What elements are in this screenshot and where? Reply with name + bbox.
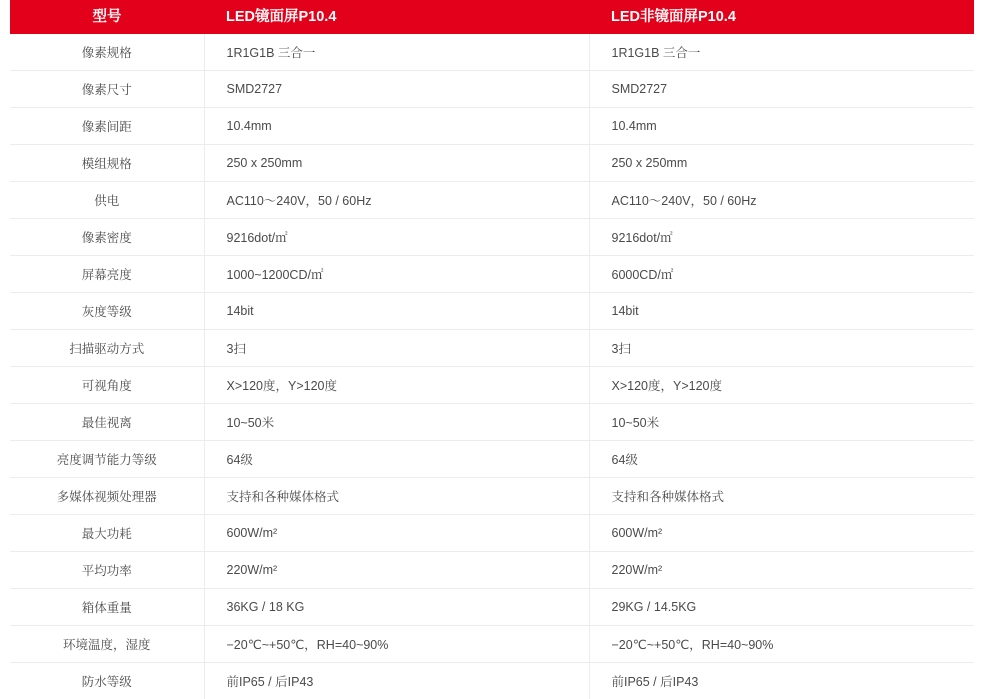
spec-value-non-mirror: 220W/m² <box>589 552 974 589</box>
table-row <box>10 367 974 404</box>
spec-value-non-mirror: 10.4mm <box>589 108 974 145</box>
column-header-non-mirror-screen: LED非镜面屏P10.4 <box>589 0 974 34</box>
spec-label: 亮度调节能力等级 <box>10 441 204 478</box>
spec-value-mirror: SMD2727 <box>204 71 589 108</box>
table-row <box>10 552 974 589</box>
spec-value-non-mirror: 14bit <box>589 293 974 330</box>
spec-value-mirror: 64级 <box>204 441 589 478</box>
table-header-row <box>10 0 974 34</box>
table-row <box>10 182 974 219</box>
spec-value-non-mirror: X>120度，Y>120度 <box>589 367 974 404</box>
spec-label: 灰度等级 <box>10 293 204 330</box>
table-row <box>10 626 974 663</box>
table-row <box>10 515 974 552</box>
table-row <box>10 478 974 515</box>
table-header <box>10 0 974 34</box>
spec-label: 可视角度 <box>10 367 204 404</box>
spec-value-mirror: X>120度，Y>120度 <box>204 367 589 404</box>
spec-label: 扫描驱动方式 <box>10 330 204 367</box>
spec-value-mirror: AC110～240V，50 / 60Hz <box>204 182 589 219</box>
spec-value-mirror: 前IP65 / 后IP43 <box>204 663 589 699</box>
spec-value-non-mirror: 支持和各种媒体格式 <box>589 478 974 515</box>
spec-label: 最大功耗 <box>10 515 204 552</box>
spec-label: 像素间距 <box>10 108 204 145</box>
spec-value-mirror: 1R1G1B 三合一 <box>204 34 589 71</box>
spec-value-non-mirror: 600W/m² <box>589 515 974 552</box>
column-header-model: 型号 <box>10 0 204 34</box>
spec-label: 像素尺寸 <box>10 71 204 108</box>
spec-value-non-mirror: 250 x 250mm <box>589 145 974 182</box>
table-row <box>10 404 974 441</box>
spec-label: 多媒体视频处理器 <box>10 478 204 515</box>
spec-value-mirror: 250 x 250mm <box>204 145 589 182</box>
spec-label: 箱体重量 <box>10 589 204 626</box>
spec-label: 像素密度 <box>10 219 204 256</box>
spec-value-mirror: 36KG / 18 KG <box>204 589 589 626</box>
table-row <box>10 256 974 293</box>
spec-label: 屏幕亮度 <box>10 256 204 293</box>
table-row <box>10 219 974 256</box>
spec-value-mirror: 600W/m² <box>204 515 589 552</box>
spec-label: 供电 <box>10 182 204 219</box>
spec-value-mirror: 支持和各种媒体格式 <box>204 478 589 515</box>
spec-label: 像素规格 <box>10 34 204 71</box>
spec-value-non-mirror: 9216dot/㎡ <box>589 219 974 256</box>
spec-label: 模组规格 <box>10 145 204 182</box>
spec-value-non-mirror: AC110～240V，50 / 60Hz <box>589 182 974 219</box>
spec-value-mirror: 9216dot/㎡ <box>204 219 589 256</box>
spec-value-non-mirror: 6000CD/㎡ <box>589 256 974 293</box>
spec-value-non-mirror: 3扫 <box>589 330 974 367</box>
spec-label: 平均功率 <box>10 552 204 589</box>
spec-value-non-mirror: 前IP65 / 后IP43 <box>589 663 974 699</box>
spec-value-non-mirror: 29KG / 14.5KG <box>589 589 974 626</box>
table-row <box>10 330 974 367</box>
specifications-table <box>10 0 974 699</box>
table-row <box>10 663 974 699</box>
spec-value-mirror: 3扫 <box>204 330 589 367</box>
table-row <box>10 34 974 71</box>
spec-value-mirror: 1000~1200CD/㎡ <box>204 256 589 293</box>
spec-value-non-mirror: −20℃~+50℃，RH=40~90% <box>589 626 974 663</box>
spec-label: 环境温度，湿度 <box>10 626 204 663</box>
spec-value-mirror: 10~50米 <box>204 404 589 441</box>
table-row <box>10 293 974 330</box>
column-header-mirror-screen: LED镜面屏P10.4 <box>204 0 589 34</box>
spec-value-mirror: 14bit <box>204 293 589 330</box>
table-body <box>10 34 974 699</box>
table-row <box>10 589 974 626</box>
table-row <box>10 108 974 145</box>
spec-value-non-mirror: 1R1G1B 三合一 <box>589 34 974 71</box>
table-row <box>10 145 974 182</box>
spec-value-mirror: 220W/m² <box>204 552 589 589</box>
spec-value-mirror: 10.4mm <box>204 108 589 145</box>
spec-value-non-mirror: 10~50米 <box>589 404 974 441</box>
table-row <box>10 71 974 108</box>
spec-label: 最佳视离 <box>10 404 204 441</box>
spec-value-non-mirror: SMD2727 <box>589 71 974 108</box>
table-row <box>10 441 974 478</box>
spec-value-non-mirror: 64级 <box>589 441 974 478</box>
spec-label: 防水等级 <box>10 663 204 699</box>
spec-value-mirror: −20℃~+50℃，RH=40~90% <box>204 626 589 663</box>
